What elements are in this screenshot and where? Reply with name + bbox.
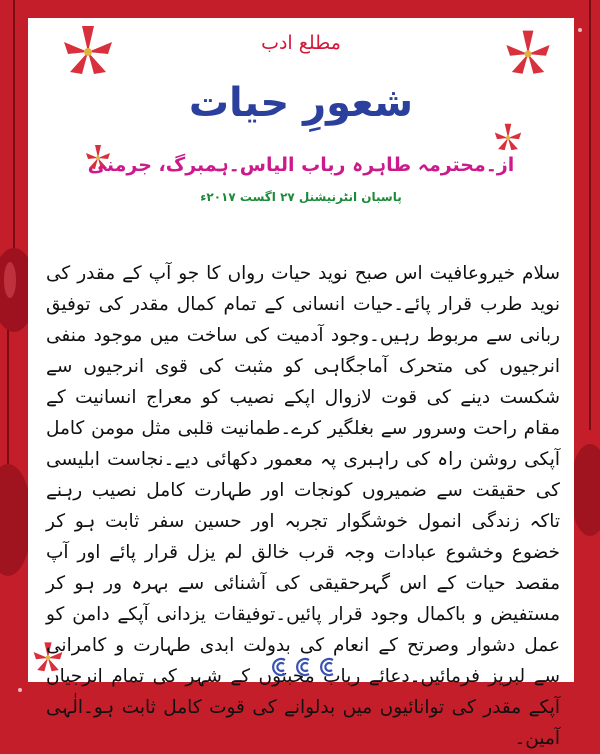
magazine-name: مطلع ادب — [261, 32, 341, 54]
author-line: از۔محترمہ طاہرہ رباب الیاس۔ہمبرگ، جرمنی — [87, 154, 515, 176]
swirl-ornament-icon — [265, 654, 337, 680]
source-line: پاسبان انٹرنیشنل ۲۷ اگست ۲۰۱۷ء — [200, 190, 402, 204]
poinsettia-icon — [495, 124, 521, 150]
article-body: سلام خیروعافیت اس صبح نوید حیات رواں کا جو آپ کے مقدر کی نوید طرب قرار پائے۔حیات انسانی کے تمام کمال مقدر کی توفیق ربانی سے مربوط رہیں۔وجود آدمیت کی ساخت میں موجود منفی انرجیوں کی متحرک آماجگاہی کو مثبت کی قوی انرجیوں سے شکست دینے کی قوت لازوال اپکے نصیب کو معراج انسانیت کے مقام راحت وسرور سے بغلگیر کرے۔طمانیت قلبی مثل مومن کامل آپکی روشن راہ کی راہبری پہ معمور دکھائی دیے۔نجاست ابلیسی کی حقیقت سے ضمیروں کونجات اور طہارت کامل نصیب رہنے تاکہ زندگی انمول خوشگوار تجربہ اور حسین سفر ثابت ہو کر خضوع وخشوع عبادات وجہ قرب خالق لم یزل قرار پائے اور آپ مقصد حیات کے اس گہرحقیقی کی آشنائی سے بہرہ ور ہو کر مستفیض و باکمال وجود قرار پائیں۔توفیقات یزدانی آپکے دامن کو عمل دشوار وصرتح کے انعام کی بدولت ابدی طہارت و کامرانی سے لبریز فرمائیں۔دعائے رباب محبتوں کے شہر کی تمام انرجیاں آپکے مقدر کی توانائیوں میں بدلوانے کی قوت کامل ثابت ہو۔الٰہی آمین۔ — [46, 263, 560, 749]
article-page — [28, 18, 574, 749]
article-title: شعورِ حیات — [188, 80, 414, 126]
